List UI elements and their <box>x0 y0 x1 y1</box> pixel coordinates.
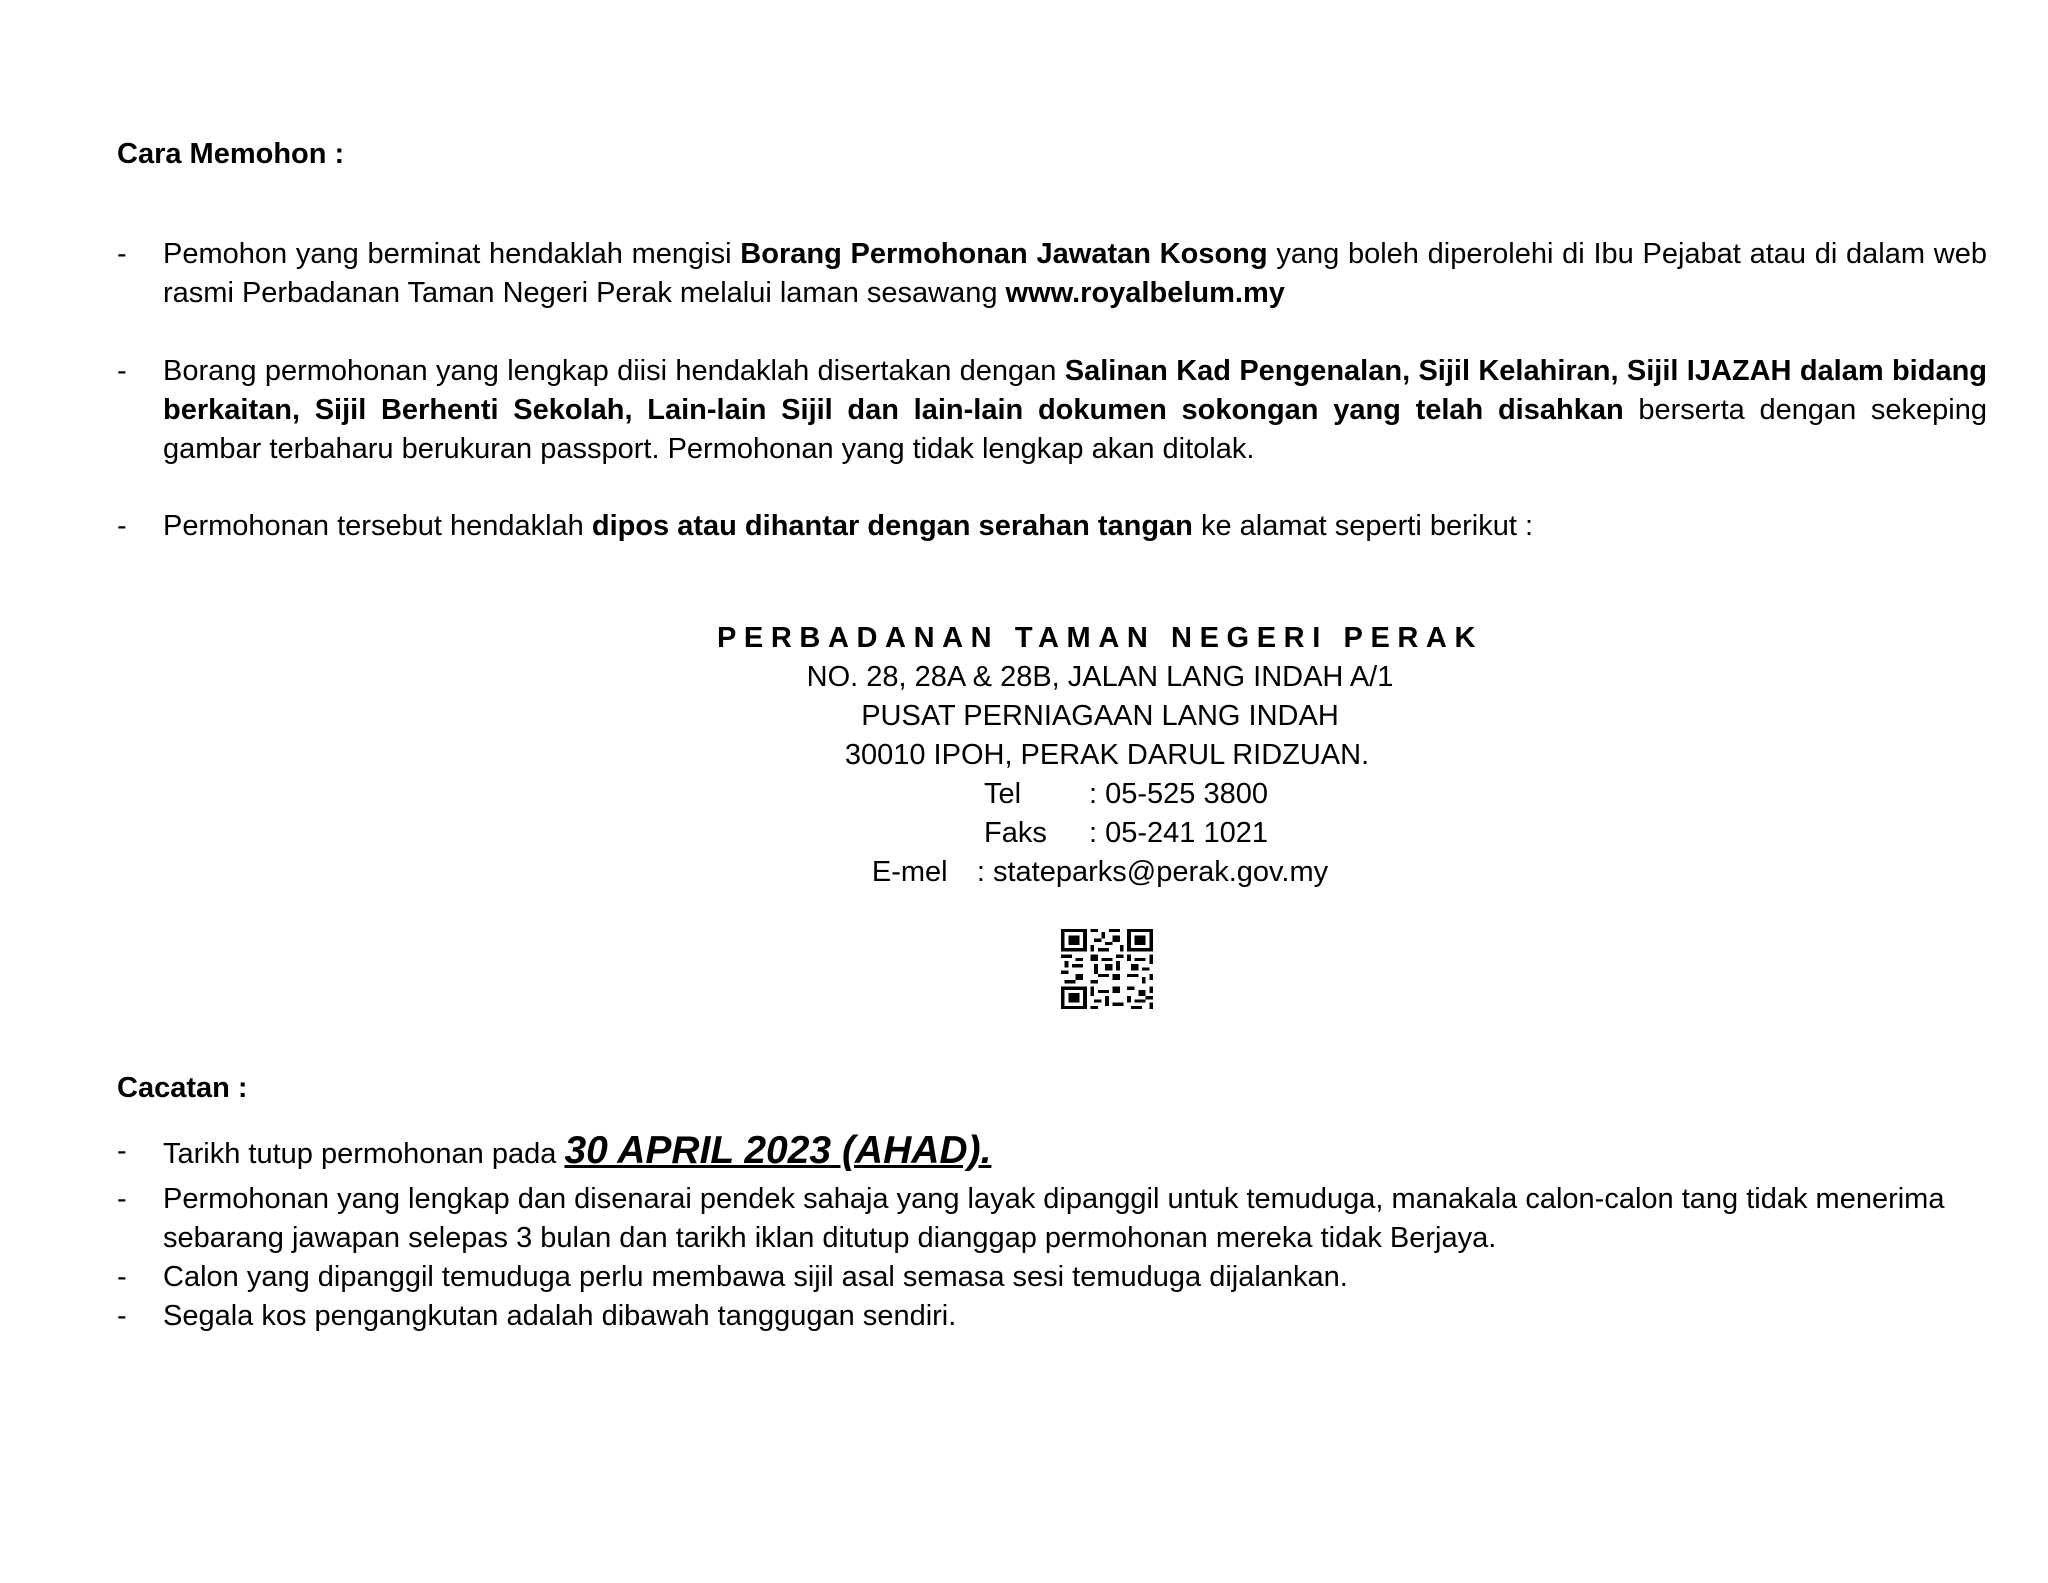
list-item-text <box>163 507 1987 546</box>
required-documents-bold: Salinan Kad Pengenalan, Sijil Kelahiran, Sijil IJAZAH dalam bidang berkaitan, Sijil Berhenti Sekolah, Lain-lain Sijil dan lain-lain dokumen sokongan yang telah disahkan <box>163 355 1987 426</box>
list-item <box>117 1297 1987 1336</box>
bullet-dash: - <box>117 1300 127 1332</box>
delivery-method-bold: dipos atau dihantar dengan serahan tangan <box>591 510 1193 542</box>
list-item <box>117 1258 1987 1297</box>
text-run: yang boleh diperolehi di Ibu Pejabat atau di dalam web rasmi Perbadanan Taman Negeri Perak melalui laman sesawang <box>163 238 1987 309</box>
closing-date: 30 APRIL 2023 (AHAD). <box>564 1129 992 1172</box>
website-link[interactable]: www.royalbelum.my <box>1005 277 1285 309</box>
list-item <box>117 352 1987 469</box>
bullet-dash: - <box>117 355 127 387</box>
fax-label: Faks <box>984 817 1047 849</box>
email-label: E-mel <box>871 856 948 888</box>
list-item-text: Permohonan yang lengkap dan disenarai pendek sahaja yang layak dipanggil untuk temuduga, manakala calon-calon tang tidak menerima sebarang jawapan selepas 3 bulan dan tarikh iklan ditutup dianggap permohonan mereka tidak Berjaya. <box>163 1183 1945 1254</box>
list-item-text <box>163 235 1987 313</box>
form-name-bold: Borang Permohonan Jawatan Kosong <box>740 238 1268 270</box>
cara-memohon-heading: Cara Memohon : <box>117 138 345 170</box>
text-run: berserta dengan sekeping gambar terbaharu berukuran passport. Permohonan yang tidak lengkap akan ditolak. <box>163 394 1987 465</box>
list-item-text <box>163 1126 1987 1179</box>
list-item <box>117 1126 1987 1179</box>
fax-row <box>600 814 1600 853</box>
list-item-text: Calon yang dipanggil temuduga perlu membawa sijil asal semasa sesi temuduga dijalankan. <box>163 1261 1348 1293</box>
bullet-dash: - <box>117 238 127 270</box>
bullet-dash: - <box>117 1183 127 1215</box>
text-run: Tarikh tutup permohonan pada <box>163 1138 565 1170</box>
list-item <box>117 235 1987 313</box>
text-run: Permohonan tersebut hendaklah <box>163 510 592 542</box>
text-run: ke alamat seperti berikut : <box>1192 510 1534 542</box>
list-item-text <box>163 352 1987 469</box>
text-run: Borang permohonan yang lengkap diisi hendaklah disertakan dengan <box>163 355 1065 387</box>
email-row <box>600 853 1600 892</box>
list-item <box>117 1180 1987 1258</box>
tel-label: Tel <box>984 778 1022 810</box>
text-run: Pemohon yang berminat hendaklah mengisi <box>163 238 741 270</box>
bullet-dash: - <box>117 510 127 542</box>
bullet-dash: - <box>117 1261 127 1293</box>
list-item-text: Segala kos pengangkutan adalah dibawah tanggugan sendiri. <box>163 1300 957 1332</box>
tel-row <box>600 775 1600 814</box>
email-value[interactable]: : stateparks@perak.gov.my <box>976 856 1329 888</box>
address-line: 30010 IPOH, PERAK DARUL RIDZUAN. <box>844 739 1370 771</box>
address-block <box>600 619 1600 892</box>
tel-value: : 05-525 3800 <box>1089 778 1268 810</box>
list-item <box>117 507 1987 546</box>
fax-value: : 05-241 1021 <box>1089 817 1268 849</box>
address-line: NO. 28, 28A & 28B, JALAN LANG INDAH A/1 <box>806 661 1394 693</box>
address-line: PUSAT PERNIAGAAN LANG INDAH <box>861 700 1339 732</box>
cacatan-heading: Cacatan : <box>117 1072 248 1104</box>
bullet-dash: - <box>117 1135 127 1167</box>
organization-name: PERBADANAN TAMAN NEGERI PERAK <box>716 622 1484 654</box>
qr-code-icon <box>1061 929 1153 1009</box>
